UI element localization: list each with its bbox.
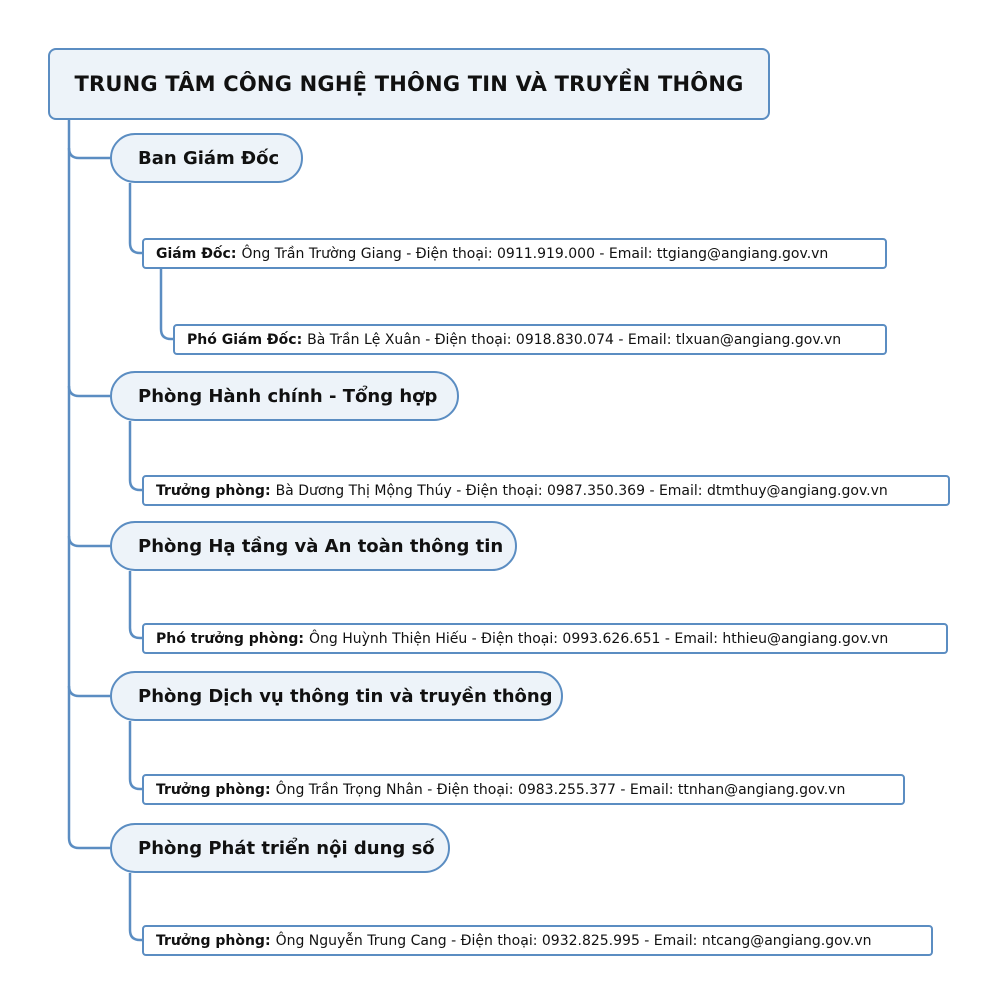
staff-role: Giám Đốc: [156,245,237,262]
staff-role: Trưởng phòng: [156,932,271,949]
staff-info: Ông Trần Trường Giang - Điện thoại: 0911.919.000 - Email: ttgiang@angiang.gov.vn [241,245,829,262]
staff-node-pho-giam-doc [173,324,887,355]
staff-info: Ông Nguyễn Trung Cang - Điện thoại: 0932.825.995 - Email: ntcang@angiang.gov.vn [275,932,872,949]
department-name: Ban Giám Đốc [138,147,280,169]
staff-info: Bà Dương Thị Mộng Thúy - Điện thoại: 0987.350.369 - Email: dtmthuy@angiang.gov.vn [275,482,888,499]
staff-info: Ông Trần Trọng Nhân - Điện thoại: 0983.255.377 - Email: ttnhan@angiang.gov.vn [275,781,846,798]
department-name: Phòng Hành chính - Tổng hợp [138,385,438,407]
staff-role: Trưởng phòng: [156,482,271,499]
department-node-phat-trien-noi-dung-so [110,823,450,873]
staff-info: Ông Huỳnh Thiện Hiếu - Điện thoại: 0993.626.651 - Email: hthieu@angiang.gov.vn [308,630,889,647]
department-node-hanh-chinh-tong-hop [110,371,459,421]
staff-node-truong-phong-hanh-chinh [142,475,950,506]
department-node-ha-tang-an-toan [110,521,517,571]
staff-node-giam-doc [142,238,887,269]
department-node-ban-giam-doc [110,133,303,183]
staff-node-truong-phong-noi-dung-so [142,925,933,956]
staff-node-pho-truong-phong-ha-tang [142,623,948,654]
staff-info: Bà Trần Lệ Xuân - Điện thoại: 0918.830.074 - Email: tlxuan@angiang.gov.vn [307,331,842,348]
department-node-dich-vu-thong-tin [110,671,563,721]
root-title: TRUNG TÂM CÔNG NGHỆ THÔNG TIN VÀ TRUYỀN THÔNG [74,72,744,96]
staff-role: Trưởng phòng: [156,781,271,798]
root-node [48,48,770,120]
staff-role: Phó Giám Đốc: [187,331,303,348]
staff-node-truong-phong-dich-vu [142,774,905,805]
staff-role: Phó trưởng phòng: [156,630,304,647]
department-name: Phòng Phát triển nội dung số [138,837,435,859]
department-name: Phòng Dịch vụ thông tin và truyền thông [138,685,553,707]
department-name: Phòng Hạ tầng và An toàn thông tin [138,535,504,557]
